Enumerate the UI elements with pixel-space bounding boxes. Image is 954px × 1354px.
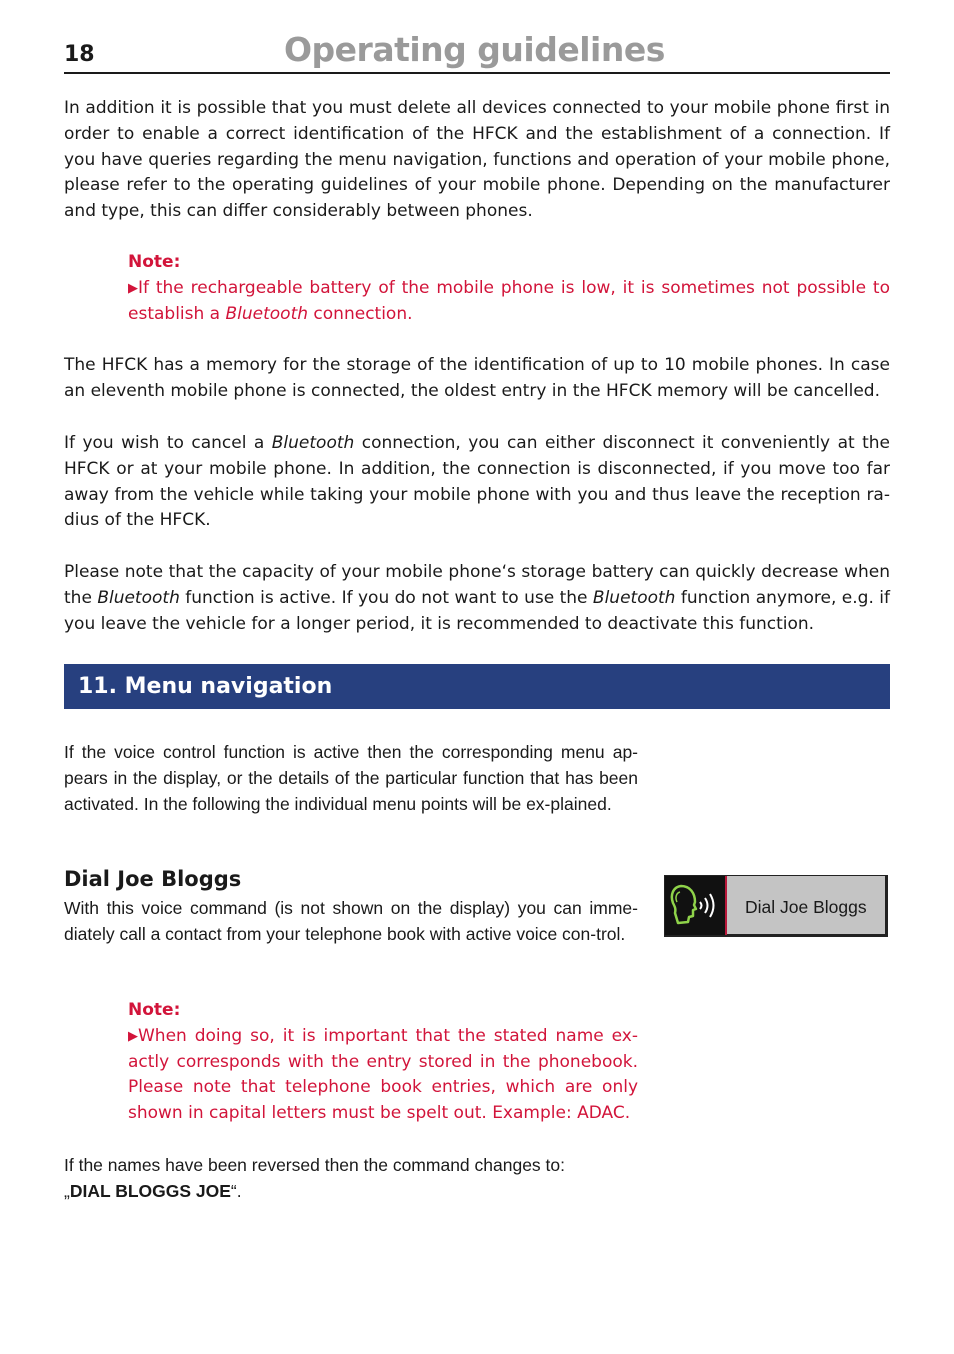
section-heading: 11. Menu navigation xyxy=(78,674,333,699)
voice-command: DIAL BLOGGS JOE xyxy=(69,1180,231,1201)
page-number: 18 xyxy=(64,42,95,67)
page-title: Operating guidelines xyxy=(284,30,665,69)
battery-capacity-paragraph xyxy=(64,560,890,637)
note-label: Note: xyxy=(128,252,181,272)
memory-paragraph: The HFCK has a memory for the storage of the identification of up to 10 mobile phones. In case an eleventh mobile phone is connected, the oldest entry in the HFCK memory will be cancelled. xyxy=(64,355,890,401)
voice-speaking-head-icon xyxy=(665,876,725,935)
text-run-italic: Bluetooth xyxy=(271,433,355,453)
note-text-end: connection. xyxy=(308,303,413,324)
text-run: If the names have been reversed then the command changes to: xyxy=(64,1155,566,1175)
dial-joe-bloggs-heading: Dial Joe Bloggs xyxy=(64,867,242,891)
text-run-italic: Bluetooth xyxy=(592,587,676,608)
text-run: Please note that the capacity of your mobile phone‘s storage battery can quickly decrease when the xyxy=(64,562,890,608)
note-arrow-icon: ▶ xyxy=(128,1028,138,1044)
note-text-italic: Bluetooth xyxy=(225,303,309,324)
text-run: connection, you can either disconnect it conveniently at the HFCK or at your mobile phone. In addition, the connection is disconnected, if you move too far away from the vehicle while taking your mobile phone with you and thus leave the reception ra-dius of the HFCK. xyxy=(64,433,891,531)
text-run: function is active. If you do not want to use the xyxy=(179,587,593,608)
note-text: If the rechargeable battery of the mobile phone is low, it is sometimes not possible to establish a xyxy=(128,277,890,324)
widget-icon-box xyxy=(665,876,727,935)
dial-joe-bloggs-body: With this voice command (is not shown on the display) you can imme-diately call a contact from your telephone book with active voice con-trol. xyxy=(64,898,638,944)
cancel-connection-paragraph xyxy=(64,431,890,534)
reversed-names-paragraph xyxy=(64,1153,638,1205)
note-phonebook xyxy=(128,998,638,1127)
display-widget xyxy=(664,875,888,937)
widget-label: Dial Joe Bloggs xyxy=(745,897,867,917)
note-label: Note: xyxy=(128,1000,181,1020)
note-arrow-icon: ▶ xyxy=(128,280,138,296)
quote-close: “. xyxy=(230,1180,242,1201)
section-banner xyxy=(64,664,890,709)
text-run: function anymore, e.g. if you leave the vehicle for a longer period, it is recommended to deactivate this function. xyxy=(64,587,890,634)
intro-paragraph-1: In addition it is possible that you must delete all devices connected to your mobile phone first in order to enable a correct identification of the HFCK and the establishment of a connection. If you have queries regarding the menu navigation, functions and operation of your mobile phone, please refer to the operating guidelines of your mobile phone. Depending on the manufacturer and type, this can differ considerably between phones. xyxy=(64,98,890,222)
text-run-italic: Bluetooth xyxy=(97,587,180,608)
note-battery xyxy=(128,250,890,327)
note-text: When doing so, it is important that the stated name ex-actly corresponds with the entry stored in the phonebook. Please note that telephone book entries, which are only shown in capital letters must be spelt out. Example: ADAC. xyxy=(128,1025,638,1124)
header-rule xyxy=(64,72,890,74)
menu-intro-paragraph: If the voice control function is active then the corresponding menu ap-pears in the display, or the details of the particular function that has been activated. In the following the individual menu points will be ex-plained. xyxy=(64,742,638,814)
quote-open: „ xyxy=(64,1180,70,1201)
text-run: If you wish to cancel a xyxy=(64,433,272,453)
